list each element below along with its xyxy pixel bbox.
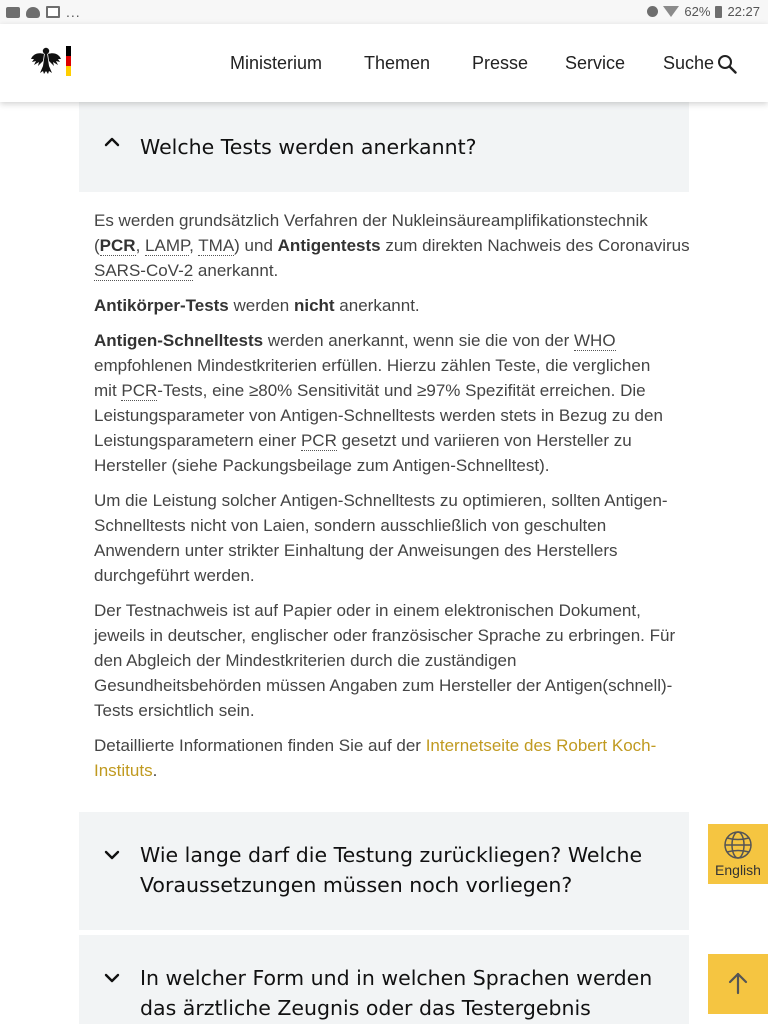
abbr-sars-cov-2[interactable]: SARS-CoV-2 — [94, 261, 194, 280]
text: Leistungsparametern einer — [94, 431, 301, 450]
battery-percent: 62% — [684, 4, 711, 19]
alarm-icon — [647, 6, 658, 17]
nav-themen[interactable]: Themen — [364, 53, 431, 73]
text: Der Testnachweis ist auf Papier oder in einem elektronischen Dokument, — [94, 601, 641, 620]
cloud-icon — [26, 7, 40, 18]
wifi-icon — [663, 6, 679, 17]
text: zum direkten Nachweis des Coronavirus — [380, 236, 690, 255]
bold-nicht: nicht — [293, 296, 335, 315]
text: Anwendern unter strikter Einhaltung der Anweisungen des Herstellers — [94, 541, 618, 560]
bold-antigen-schnelltests: Antigen-Schnelltests — [94, 331, 264, 350]
site-header — [0, 24, 768, 102]
chevron-up-icon — [103, 136, 121, 148]
status-bar-right — [647, 4, 760, 19]
nav-presse[interactable]: Presse — [472, 53, 529, 73]
text: Es werden grundsätzlich Verfahren der Nukleinsäureamplifikationstechnik — [94, 211, 648, 230]
bold-antikoerper-tests: Antikörper-Tests — [94, 296, 229, 315]
text: Leistungsparameter von Antigen-Schnelltests werden stets in Bezug zu den — [94, 406, 663, 425]
rki-link[interactable]: Internetseite des Robert Koch- — [425, 736, 657, 755]
text: , — [135, 236, 146, 255]
accordion-title-line: Voraussetzungen müssen noch vorliegen? — [140, 873, 573, 897]
text: Gesundheitsbehörden müssen Angaben zum Hersteller der Antigen(schnell)- — [94, 676, 673, 695]
paragraph-5 — [94, 598, 684, 723]
paragraph-4 — [94, 488, 684, 588]
accordion-testung-zurueckliegen[interactable] — [79, 812, 689, 930]
abbr-pcr[interactable]: PCR — [99, 236, 136, 255]
rki-link-continued[interactable]: Instituts — [94, 761, 153, 780]
text: Um die Leistung solcher Antigen-Schnelltests zu optimieren, sollten Antigen- — [94, 491, 668, 510]
text: durchgeführt werden. — [94, 566, 255, 585]
abbr-pcr[interactable]: PCR — [121, 381, 158, 400]
chevron-down-icon — [103, 972, 121, 984]
arrow-up-icon — [727, 971, 749, 995]
text: jeweils in deutscher, englischer oder französischer Sprache zu erbringen. Für — [94, 626, 676, 645]
accordion-title — [140, 840, 669, 900]
text: Hersteller (siehe Packungsbeilage zum Antigen-Schnelltest). — [94, 456, 550, 475]
text: -Tests, eine ≥80% Sensitivität und ≥97% Spezifität erreichen. Die — [157, 381, 646, 400]
accordion-tests-anerkannt[interactable] — [79, 102, 689, 192]
paragraph-2 — [94, 293, 684, 318]
accordion-form-sprachen[interactable] — [79, 935, 689, 1024]
paragraph-1 — [94, 208, 690, 283]
text: den Abgleich der Mindestkriterien durch die zuständigen — [94, 651, 517, 670]
language-english-button[interactable] — [708, 824, 768, 884]
text: . — [152, 761, 158, 780]
accordion-title-line: das ärztliche Zeugnis oder das Testergebnis — [140, 996, 591, 1020]
globe-icon — [723, 830, 753, 860]
accordion-title-line: In welcher Form und in welchen Sprachen werden — [140, 966, 653, 990]
text: anerkannt. — [193, 261, 279, 280]
nav-ministerium[interactable]: Ministerium — [230, 53, 323, 73]
text: anerkannt. — [334, 296, 420, 315]
text: werden anerkannt, wenn sie die von der — [263, 331, 575, 350]
abbr-lamp[interactable]: LAMP — [145, 236, 190, 255]
bold-antigentests: Antigentests — [277, 236, 381, 255]
status-bar-left — [6, 4, 81, 20]
nav-service[interactable]: Service — [565, 53, 626, 73]
text: gesetzt und variieren von Hersteller zu — [336, 431, 632, 450]
abbr-pcr[interactable]: PCR — [300, 431, 337, 450]
accordion-title: Welche Tests werden anerkannt? — [140, 135, 477, 159]
accordion-title — [140, 963, 669, 1023]
text: Detaillierte Informationen finden Sie auf der — [94, 736, 426, 755]
text: Schnelltests nicht von Laien, sondern ausschließlich von geschulten — [94, 516, 607, 535]
accordion-title-line: Wie lange darf die Testung zurückliegen? Welche — [140, 843, 643, 867]
paragraph-6 — [94, 733, 684, 783]
text: mit — [94, 381, 122, 400]
text: , — [189, 236, 199, 255]
abbr-who[interactable]: WHO — [574, 331, 616, 350]
text: empfohlenen Mindestkriterien erfüllen. Hierzu zählen Teste, die verglichen — [94, 356, 651, 375]
calendar-icon — [46, 6, 60, 18]
text: Tests ersichtlich sein. — [94, 701, 255, 720]
nav-suche[interactable]: Suche — [663, 53, 715, 73]
accordion-content — [94, 208, 690, 793]
main-nav — [0, 53, 768, 79]
back-to-top-button[interactable] — [708, 954, 768, 1014]
language-label: English — [715, 862, 761, 878]
more-notifications: ... — [66, 4, 81, 20]
text: ) und — [234, 236, 278, 255]
paragraph-3 — [94, 328, 684, 478]
clock: 22:27 — [727, 4, 760, 19]
youtube-icon — [6, 7, 20, 18]
battery-icon — [715, 6, 722, 18]
chevron-down-icon — [103, 849, 121, 861]
text: ( — [94, 236, 100, 255]
search-icon[interactable] — [717, 54, 737, 74]
text: werden — [228, 296, 294, 315]
abbr-tma[interactable]: TMA — [198, 236, 235, 255]
status-bar — [0, 0, 768, 24]
